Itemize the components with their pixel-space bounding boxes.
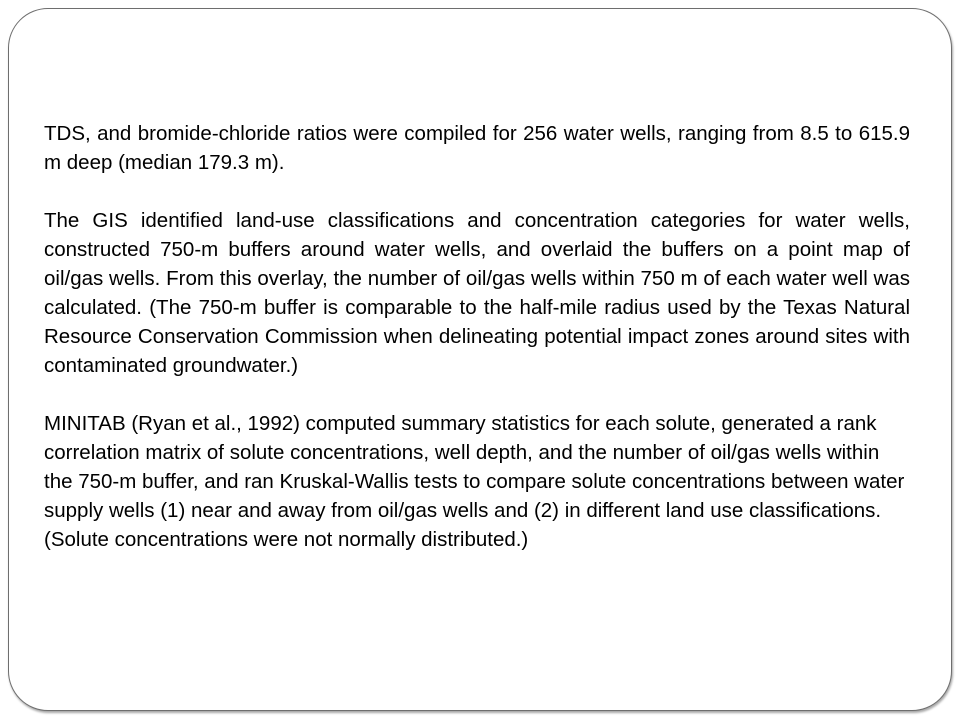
- paragraph-gis-buffers: The GIS identified land-use classifications and concentration categories for water wells, constructed 750-m buffers around water wells, and overlaid the buffers on a point map of oil/gas wells. From this overlay, the number of oil/gas wells within 750 m of each water well was calculated. (The 750-m buffer is comparable to the half-mile radius used by the Texas Natural Resource Conservation Commission when delineating potential impact zones around sites with contaminated groundwater.): [44, 209, 910, 377]
- paragraph-data-compilation: TDS, and bromide-chloride ratios were compiled for 256 water wells, ranging from 8.5 to 615.9 m deep (median 179.3 m).: [44, 122, 910, 174]
- paragraph-minitab-statistics: MINITAB (Ryan et al., 1992) computed summary statistics for each solute, generated a rank correlation matrix of solute concentrations, well depth, and the number of oil/gas wells within the 750-m buffer, and ran Kruskal-Wallis tests to compare solute concentrations between water supply wells (1) near and away from oil/gas wells and (2) in different land use classifications. (Solute concentrations were not normally distributed.): [44, 412, 905, 551]
- slide-body: [44, 119, 910, 583]
